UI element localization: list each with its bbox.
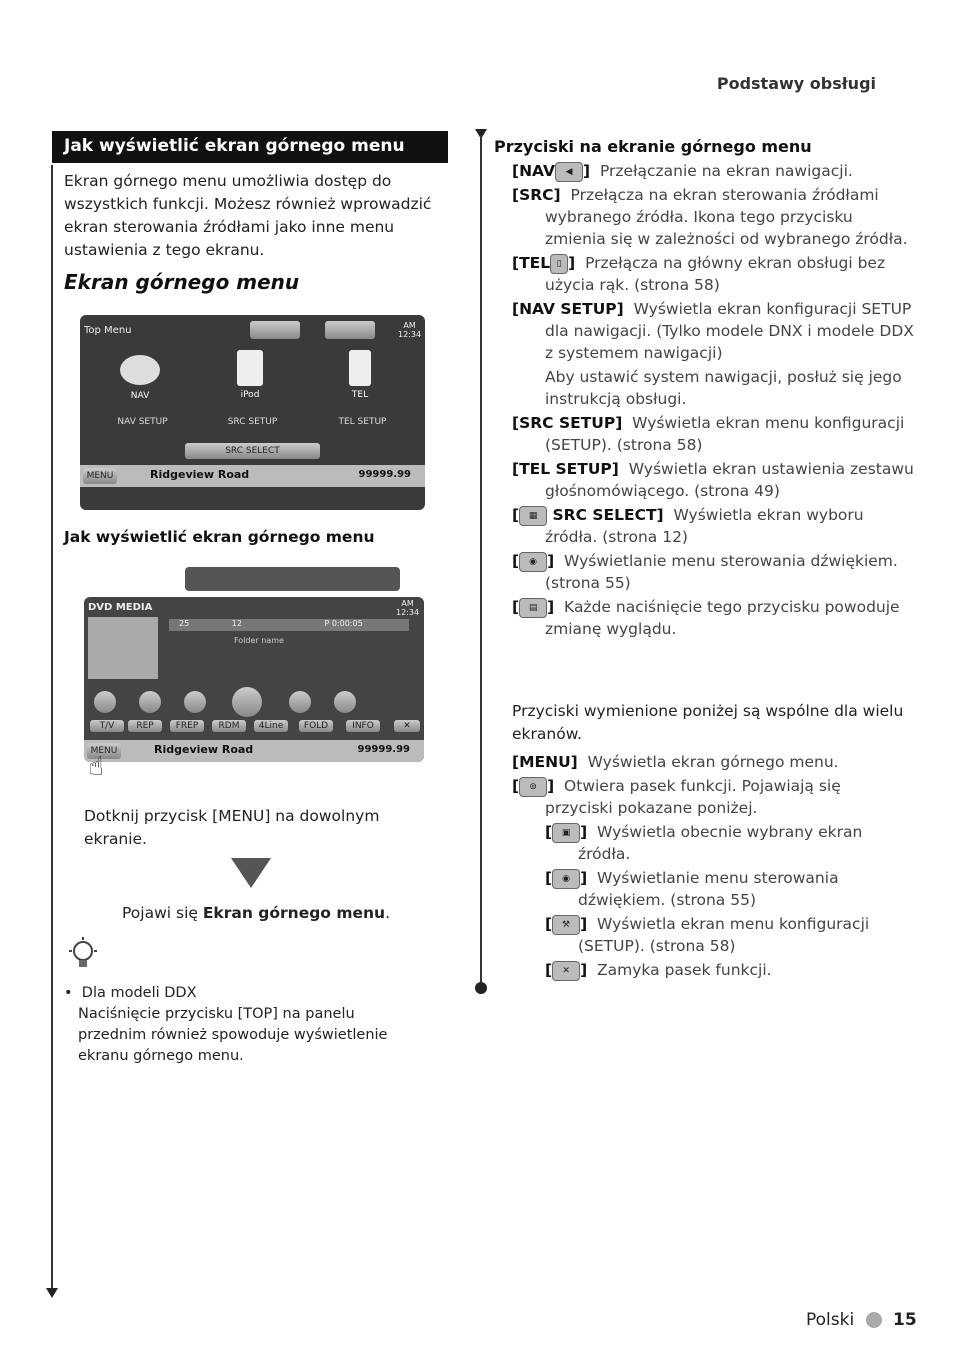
src-select-button: SRC SELECT [185,443,320,459]
buttons-heading: Przyciski na ekranie górnego menu [494,137,812,156]
play-time: P 0:00:05 [324,619,363,628]
nav-icon [120,355,160,385]
right-column [494,137,914,642]
left-rule-arrow-icon [46,1288,58,1298]
distance: 99999.99 [358,469,411,480]
info-button: INFO [346,720,380,732]
common-function-bar-key: [ [512,777,520,795]
ipod-label: iPod [240,390,260,400]
common-function-bar [512,775,912,819]
rdm-button: RDM [212,720,246,732]
nav-tile [100,355,180,405]
clock [398,321,421,339]
item-src-setup-text: Wyświetla ekran menu konfiguracji (SETUP). (strona 58) [545,414,905,454]
item-src-select-key-end: SRC SELECT] [547,506,664,524]
common-heading: Przyciski wymienione poniżej są wspólne dla wielu ekranów. [512,702,904,743]
common-section [512,700,912,983]
lightbulb-icon [66,935,100,975]
eject-icon [139,691,161,713]
item-nav-setup [512,298,914,364]
phone-icon [349,350,371,386]
item-src-setup [512,412,914,456]
sub-close [545,959,912,981]
item-skin-key: [ [512,598,520,616]
screen-heading: Ekran górnego menu [64,270,300,294]
sub-audio-key-end: ] [580,869,588,887]
item-tel-key: [TEL [512,254,551,272]
dvd-clock [396,599,419,617]
skin-icon: ▤ [519,598,547,618]
tel-tile [320,350,400,405]
transport-row [84,687,424,717]
arrow-down-icon [231,858,271,888]
item-tel-text: Przełącza na główny ekran obsługi bez użycia rąk. (strona 58) [545,254,886,294]
hand-pointer-icon: ☝ [88,752,104,782]
clock-ampm: AM [403,321,416,330]
item-skin-text: Każde naciśnięcie tego przycisku powoduje zmianę wyglądu. [545,598,900,638]
src-setup-label: SRC SETUP [227,417,278,427]
step-1: Dotknij przycisk [MENU] na dowolnym ekranie. [84,807,380,848]
item-nav-setup-text: Wyświetla ekran konfiguracji SETUP dla nawigacji. (Tylko modele DNX i modele DDX z systemem nawigacji) [545,300,914,362]
common-menu [512,751,912,773]
audio-icon: ◉ [552,869,580,889]
function-bar-icon: ⊚ [519,777,547,797]
step-2-prefix: Pojawi się [122,904,203,922]
sub-close-text: Zamyka pasek funkcji. [597,961,772,979]
skin-button [250,321,300,339]
tv-button: T/V [90,720,124,732]
dvd-title: DVD MEDIA [88,602,153,613]
frep-button: FREP [170,720,204,732]
sub-setup [545,913,912,957]
dvd-clock-time: 12:34 [396,608,420,617]
item-src-select-text: Wyświetla ekran wyboru źródła. (strona 12) [545,506,864,546]
status-bar [80,465,425,487]
4line-button: 4Line [254,720,288,732]
nav-icon: ◀ [555,162,583,182]
footer-language: Polski [806,1310,855,1330]
item-audio-key: [ [512,552,520,570]
note-bullet-text: Dla modeli DDX [81,985,197,1001]
footer [806,1310,917,1330]
running-header: Podstawy obsługi [716,74,876,93]
folder-name: Folder name [234,636,284,645]
item-src-select-key: [ [512,506,520,524]
minus-icon [94,691,116,713]
tel-setup-label: TEL SETUP [338,417,387,427]
item-audio-key-end: ] [547,552,555,570]
step-2 [122,902,390,925]
sub-audio-text: Wyświetlanie menu sterowania dźwiękiem. (strona 55) [578,869,839,909]
sub-source-key: [ [545,823,553,841]
sub-audio [545,867,912,911]
dvd-status-bar [84,740,424,762]
road-name: Ridgeview Road [150,468,250,481]
function-bar [185,567,400,591]
sub-close-key: [ [545,961,553,979]
step-2-suffix: . [385,904,391,922]
left-rule [51,165,53,1293]
dvd-screen [84,597,424,762]
intro-paragraph: Ekran górnego menu umożliwia dostęp do wszystkich funkcji. Możesz również wprowadzić ekran sterowania źródłami jako inne menu ustawienia z tego ekranu. [64,172,432,259]
note-text: Naciśnięcie przycisku [TOP] na panelu przednim również spowoduje wyświetlenie ekranu górnego menu. [78,1006,388,1064]
buttons-list [494,160,914,640]
sub-setup-key: [ [545,915,553,933]
item-src-setup-key: [SRC SETUP] [512,414,623,432]
how-to-heading: Jak wyświetlić ekran górnego menu [64,528,375,546]
sub-source [545,821,912,865]
play-pause-icon [232,687,262,717]
top-menu-title: Top Menu [84,325,132,336]
item-skin [512,596,914,640]
audio-button [325,321,375,339]
sub-source-text: Wyświetla obecnie wybrany ekran źródła. [578,823,863,863]
item-tel-setup-key: [TEL SETUP] [512,460,619,478]
tel-label: TEL [351,390,369,400]
ipod-icon [237,350,263,386]
item-nav-key-end: ] [583,162,591,180]
fold-button: FOLD [299,720,333,732]
dvd-road-name: Ridgeview Road [154,743,254,756]
item-tel-key-end: ] [568,254,576,272]
item-audio-text: Wyświetlanie menu sterowania dźwiękiem. (strona 55) [545,552,898,592]
dvd-info-row [169,619,409,631]
dvd-menu-button: MENU [87,743,121,759]
plus-icon [334,691,356,713]
footer-dot-icon [866,1312,882,1328]
forward-icon [289,691,311,713]
track-number: 25 [179,619,190,628]
common-function-bar-key-end: ] [547,777,555,795]
nav-setup-label: NAV SETUP [117,417,168,427]
ipod-tile [210,350,290,405]
sub-close-key-end: ] [580,961,588,979]
common-menu-text: Wyświetla ekran górnego menu. [587,753,839,771]
item-nav-text: Przełączanie na ekran nawigacji. [599,162,853,180]
rewind-icon [184,691,206,713]
item-nav-setup-key: [NAV SETUP] [512,300,624,318]
sub-source-key-end: ] [580,823,588,841]
source-screen-icon: ▣ [552,823,580,843]
src-select-icon: ▦ [519,506,547,526]
rep-button: REP [128,720,162,732]
wrench-icon: ⚒ [552,915,580,935]
item-src [512,184,914,250]
sub-audio-key: [ [545,869,553,887]
right-rule-end-dot [475,982,487,994]
menu-button: MENU [83,468,117,484]
item-nav [512,160,914,182]
item-src-text: Przełącza na ekran sterowania źródłami wybranego źródła. Ikona tego przycisku zmienia się w zależności od wybranego źródła. [545,186,908,248]
item-nav-setup-extra: Aby ustawić system nawigacji, posłuż się jego instrukcją obsługi. [545,368,902,408]
item-src-select [512,504,914,548]
dvd-thumbnail [88,617,158,679]
note [64,983,424,1067]
dvd-clock-ampm: AM [401,599,414,608]
small-buttons-row [84,720,424,734]
item-audio [512,550,914,594]
page-number: 15 [893,1310,917,1330]
step-2-bold: Ekran górnego menu [202,904,386,922]
note-bullet: • Dla modeli DDX [64,985,197,1001]
item-tel [512,252,914,296]
top-menu-screen [80,315,425,510]
folder-number: 12 [231,619,242,628]
item-src-key: [SRC] [512,186,561,204]
close-bar-icon: ✕ [552,961,580,981]
clock-time: 12:34 [398,330,422,339]
sub-setup-text: Wyświetla ekran menu konfiguracji (SETUP). (strona 58) [578,915,870,955]
common-menu-key: [MENU] [512,753,578,771]
close-icon: ✕ [394,720,420,732]
common-function-bar-text: Otwiera pasek funkcji. Pojawiają się przyciski pokazane poniżej. [545,777,841,817]
right-rule [480,135,482,987]
item-tel-setup [512,458,914,502]
item-skin-key-end: ] [547,598,555,616]
dvd-distance: 99999.99 [357,744,410,755]
section-title: Jak wyświetlić ekran górnego menu [52,131,448,163]
sub-setup-key-end: ] [580,915,588,933]
item-nav-key: [NAV [512,162,555,180]
audio-control-icon: ◉ [519,552,547,572]
phone-icon: ▯ [550,254,568,274]
nav-label: NAV [130,391,150,401]
item-tel-setup-text: Wyświetla ekran ustawienia zestawu głośnomówiącego. (strona 49) [545,460,914,500]
